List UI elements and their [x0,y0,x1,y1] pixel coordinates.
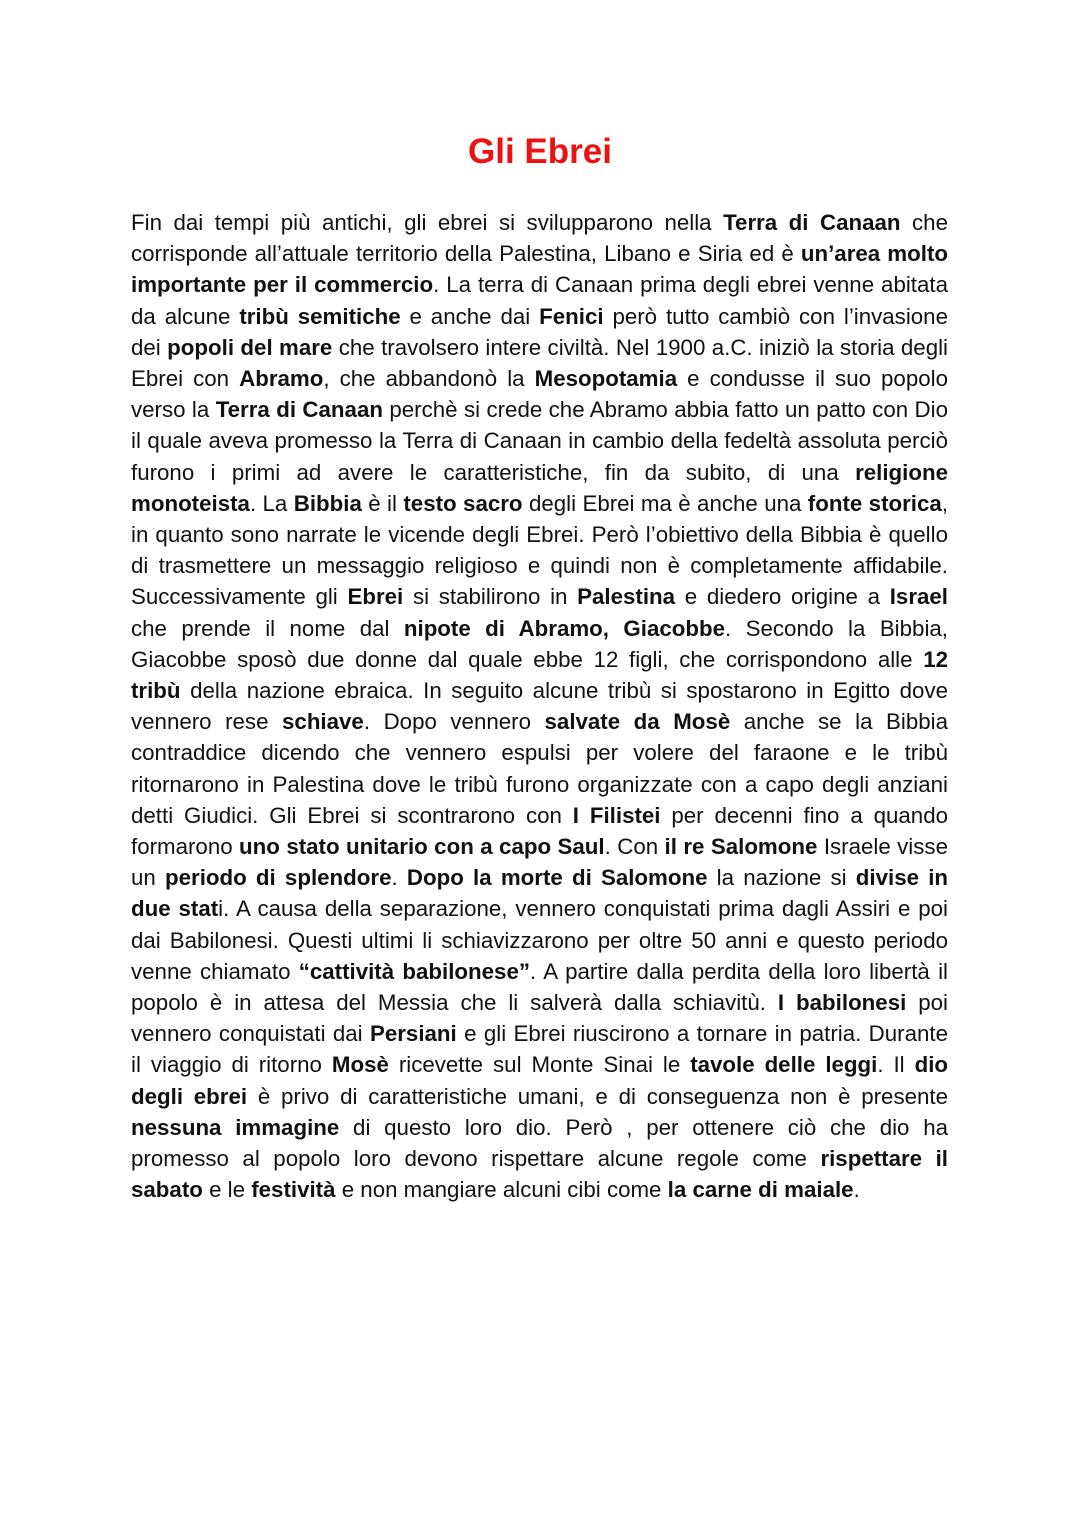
text-run: e non mangiare alcuni cibi come [335,1177,668,1203]
text-run: però tutto cambiò con l’invasione dei [131,303,948,360]
text-run: i. A causa della separazione, vennero conquistati prima dagli Assiri e poi dai Babilonesi. Questi ultimi li schiavizzarono per oltre 50 anni e questo periodo venne chiamato [131,896,948,984]
text-run: , che abbandonò la [323,366,535,392]
bold-term: la carne di maiale [667,1177,854,1203]
text-run: . La [249,490,294,516]
text-run: Israele visse un [131,834,948,891]
text-run: si stabilirono in [403,584,578,610]
text-run: per decenni fino a quando formarono [131,802,949,860]
bold-term: Ebrei [347,584,404,610]
text-run: anche se la Bibbia contraddice dicendo che vennero espulsi per volere del faraone e le tribù ritornarono in Palestina dove le tribù furono organizzate con a capo degli anziani detti Giudici. Gli Ebrei si scontrarono con [131,709,948,828]
bold-term: periodo di splendore [165,865,392,891]
bold-term: il re Salomone [664,834,818,860]
text-run: poi vennero conquistati dai [131,990,949,1047]
text-run: che prende il nome dal [131,615,404,641]
bold-term: un’area molto importante per il commercio [131,241,948,298]
bold-term: festività [251,1177,336,1203]
text-run: . Il [877,1052,915,1078]
bold-term: divise in due stat [131,865,949,922]
bold-term: popoli del mare [167,334,333,360]
bold-term: dio degli ebrei [131,1052,949,1109]
text-run: . [853,1177,860,1203]
bold-term: Dopo la morte di Salomone [406,865,708,891]
text-run: di questo loro dio. Però , per ottenere ciò che dio ha promesso al popolo loro devono rispettare alcune regole come [131,1114,948,1172]
bold-term: schiave [282,709,364,735]
bold-term: 12 tribù [131,646,948,704]
text-run: e diedero origine a [675,584,890,610]
bold-term: tavole delle leggi [690,1052,878,1078]
bold-term: Persiani [369,1021,457,1047]
bold-term: I babilonesi [777,990,907,1016]
text-run: . [391,865,407,891]
text-run: è privo di caratteristiche umani, e di conseguenza non è presente [247,1083,948,1109]
text-run: degli Ebrei ma è anche una [522,490,808,516]
page-title: Gli Ebrei [468,132,612,171]
bold-term: nipote di Abramo, Giacobbe [403,615,726,641]
text-run: e le [202,1177,252,1203]
bold-term: Israel [889,584,949,610]
bold-term: I Filistei [572,802,661,828]
bold-term: Terra di Canaan [723,210,901,235]
bold-term: uno stato unitario con a capo Saul [239,834,605,860]
text-run: della nazione ebraica. In seguito alcune tribù si spostarono in Egitto dove vennero rese [131,678,948,735]
bold-term: nessuna immagine [131,1114,340,1140]
bold-term: Bibbia [293,490,362,516]
bold-term: Mosè [331,1052,389,1078]
text-run: . A partire dalla perdita della loro libertà il popolo è in attesa del Messia che li salverà dalla schiavitù. [131,958,948,1016]
text-run: . Dopo vennero [363,709,545,735]
text-run: e anche dai [400,303,540,329]
text-run: Fin dai tempi più antichi, gli ebrei si svilupparono nella [131,210,724,235]
bold-term: “cattività babilonese” [298,958,530,984]
bold-term: Terra di Canaan [215,397,383,423]
bold-term: salvate da Mosè [544,709,731,735]
bold-term: Palestina [577,584,676,610]
bold-term: rispettare il sabato [131,1146,948,1203]
text-run: perchè si crede che Abramo abbia fatto un patto con Dio il quale aveva promesso la Terra di Canaan in cambio della fedeltà assoluta perciò furono i primi ad avere le caratteristiche, fin da subito, di una [131,397,948,485]
bold-term: testo sacro [403,490,523,516]
text-run: e condusse il suo popolo verso la [131,366,948,423]
bold-term: religione monoteista [131,459,948,516]
text-run: e gli Ebrei riuscirono a tornare in patria. Durante il viaggio di ritorno [131,1021,948,1078]
text-run: . Secondo la Bibbia, Giacobbe sposò due donne dal quale ebbe 12 figli, che corrispondono alle [131,615,948,672]
body-paragraph [131,207,948,1206]
text-run: , in quanto sono narrate le vicende degli Ebrei. Però l’obiettivo della Bibbia è quello di trasmettere un messaggio religioso e quindi non è completamente affidabile. Successivamente gli [131,490,949,610]
text-run: che corrisponde all’attuale territorio della Palestina, Libano e Siria ed è [131,210,948,267]
text-run: è il [361,490,404,516]
text-run: che travolsero intere civiltà. Nel 1900 a.C. iniziò la storia degli Ebrei con [131,334,948,392]
bold-term: fonte storica [807,490,942,516]
text-run: la nazione si [707,865,856,891]
bold-term: Fenici [539,303,604,329]
text-run: . Con [604,834,665,860]
bold-term: Mesopotamia [534,366,678,392]
text-run: . La terra di Canaan prima degli ebrei venne abitata da alcune [131,272,948,329]
bold-term: tribù semitiche [239,303,401,329]
text-run: ricevette sul Monte Sinai le [388,1052,691,1078]
bold-term: Abramo [239,366,324,392]
